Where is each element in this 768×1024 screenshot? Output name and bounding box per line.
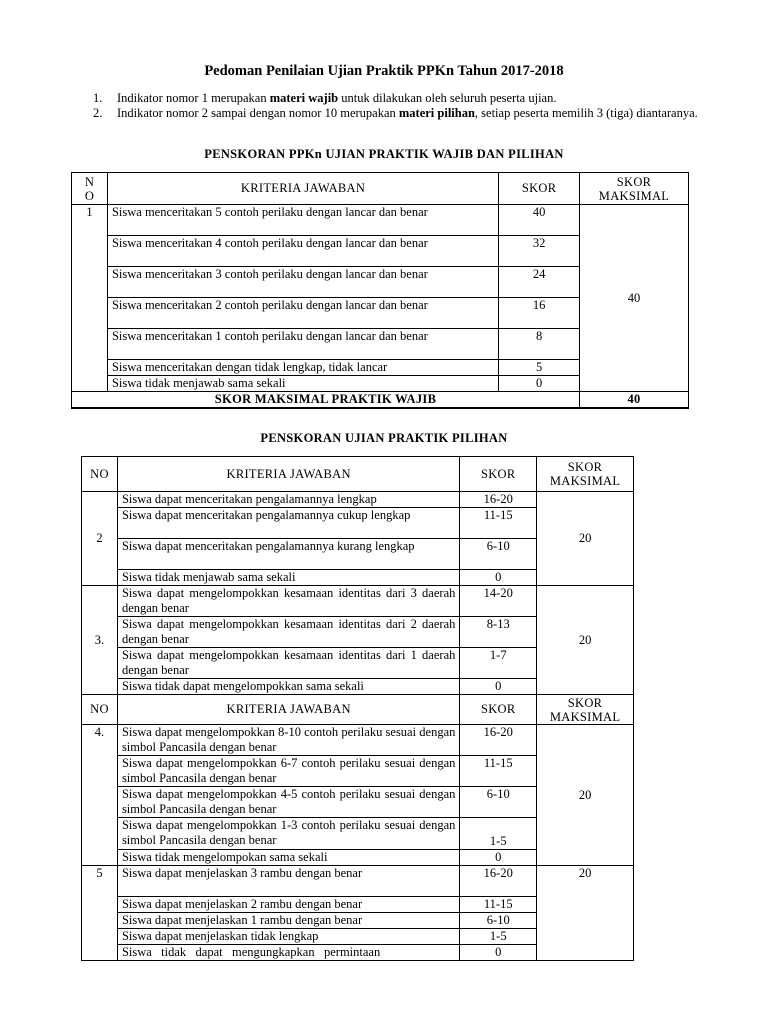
header-skor: SKOR: [460, 457, 537, 492]
header-skor: SKOR: [499, 173, 580, 205]
score-cell: 6-10: [460, 913, 537, 929]
score-cell: 11-15: [460, 508, 537, 539]
criteria-cell: Siswa dapat mengelompokkan 8-10 contoh perilaku sesuai dengan simbol Pancasila dengan benar: [117, 725, 459, 756]
header-no: NO: [82, 457, 118, 492]
criteria-cell: Siswa dapat menjelaskan 2 rambu dengan benar: [117, 897, 459, 913]
score-cell: 24: [499, 267, 580, 298]
mandatory-scoring-table: [71, 172, 689, 409]
table-header-row: [82, 695, 634, 725]
criteria-cell: Siswa menceritakan 3 contoh perilaku dengan lancar dan benar: [107, 267, 498, 298]
total-value: 40: [580, 392, 689, 409]
score-cell: 0: [460, 850, 537, 866]
instruction-text: [117, 91, 703, 106]
total-row: [72, 392, 689, 409]
score-cell: 6-10: [460, 539, 537, 570]
instruction-text: [117, 106, 703, 121]
criteria-cell: Siswa menceritakan dengan tidak lengkap, tidak lancar: [107, 360, 498, 376]
criteria-cell: Siswa dapat mengelompokkan 6-7 contoh perilaku sesuai dengan simbol Pancasila dengan benar: [117, 756, 459, 787]
header-skor-maksimal: SKOR MAKSIMAL: [537, 457, 634, 492]
instruction-item: [93, 91, 703, 106]
score-cell: 16: [499, 298, 580, 329]
score-cell: 40: [499, 205, 580, 236]
criteria-cell: Siswa tidak dapat mengelompokkan sama sekali: [117, 679, 459, 695]
score-cell: 0: [460, 679, 537, 695]
score-cell: 14-20: [460, 586, 537, 617]
table-header-row: [82, 457, 634, 492]
total-label: SKOR MAKSIMAL PRAKTIK WAJIB: [72, 392, 580, 409]
instruction-number: 1.: [93, 91, 103, 105]
score-cell: 16-20: [460, 492, 537, 508]
instruction-emphasis: materi wajib: [269, 91, 339, 105]
instruction-list: [93, 91, 703, 121]
criteria-cell: Siswa tidak menjawab sama sekali: [117, 570, 459, 586]
item-number: 1: [72, 205, 108, 392]
item-number: 5: [82, 866, 118, 961]
criteria-cell: Siswa dapat mengelompokkan kesamaan identitas dari 1 daerah dengan benar: [117, 648, 459, 679]
criteria-cell: Siswa menceritakan 1 contoh perilaku dengan lancar dan benar: [107, 329, 498, 360]
score-cell: 1-7: [460, 648, 537, 679]
header-kriteria: KRITERIA JAWABAN: [107, 173, 498, 205]
criteria-cell: Siswa dapat menceritakan pengalamannya lengkap: [117, 492, 459, 508]
criteria-cell: Siswa dapat menjelaskan 3 rambu dengan benar: [117, 866, 459, 897]
criteria-cell: Siswa dapat menjelaskan 1 rambu dengan benar: [117, 913, 459, 929]
instruction-emphasis: materi pilihan: [398, 106, 475, 120]
table-row: [82, 586, 634, 617]
max-score-cell: 20: [537, 725, 634, 866]
criteria-cell: Siswa dapat mengelompokkan kesamaan identitas dari 2 daerah dengan benar: [117, 617, 459, 648]
score-cell: 11-15: [460, 756, 537, 787]
header-no: N O: [72, 173, 108, 205]
score-cell: 5: [499, 360, 580, 376]
criteria-cell: Siswa dapat mengelompokkan 4-5 contoh perilaku sesuai dengan simbol Pancasila dengan benar: [117, 787, 459, 818]
score-cell: 1-5: [460, 929, 537, 945]
criteria-cell: Siswa dapat menceritakan pengalamannya kurang lengkap: [117, 539, 459, 570]
max-score-cell: 40: [580, 205, 689, 392]
elective-scoring-table: [81, 456, 634, 961]
header-no: NO: [82, 695, 118, 725]
header-kriteria: KRITERIA JAWABAN: [117, 457, 459, 492]
instruction-text-part: , setiap peserta memilih 3 (tiga) diantaranya.: [474, 106, 698, 120]
score-cell: 8-13: [460, 617, 537, 648]
document-title: Pedoman Penilaian Ujian Praktik PPKn Tahun 2017-2018: [204, 63, 564, 79]
score-cell: 0: [460, 570, 537, 586]
item-number: 4.: [82, 725, 118, 866]
score-cell: 0: [460, 945, 537, 961]
table-row: [82, 492, 634, 508]
table-header-row: [72, 173, 689, 205]
criteria-cell: Siswa dapat mengelompokkan kesamaan identitas dari 3 daerah dengan benar: [117, 586, 459, 617]
score-cell: 0: [499, 376, 580, 392]
instruction-number: 2.: [93, 106, 103, 120]
table-row: [72, 205, 689, 236]
table-row: [82, 725, 634, 756]
header-skor: SKOR: [460, 695, 537, 725]
criteria-cell: Siswa tidak dapat mengungkapkan permintaan: [117, 945, 459, 961]
instruction-text-part: untuk dilakukan oleh seluruh peserta ujian.: [338, 91, 557, 105]
criteria-cell: Siswa tidak menjawab sama sekali: [107, 376, 498, 392]
section-1-title: PENSKORAN PPKn UJIAN PRAKTIK WAJIB DAN PILIHAN: [204, 147, 564, 161]
criteria-cell: Siswa menceritakan 4 contoh perilaku dengan lancar dan benar: [107, 236, 498, 267]
criteria-cell: Siswa menceritakan 5 contoh perilaku dengan lancar dan benar: [107, 205, 498, 236]
table-row: [82, 866, 634, 897]
header-skor-maksimal: SKOR MAKSIMAL: [580, 173, 689, 205]
score-cell: 16-20: [460, 725, 537, 756]
instruction-text-part: Indikator nomor 1 merupakan: [117, 91, 270, 105]
max-score-cell: 20: [537, 586, 634, 695]
criteria-cell: Siswa dapat mengelompokkan 1-3 contoh perilaku sesuai dengan simbol Pancasila dengan benar: [117, 818, 459, 850]
item-number: 3.: [82, 586, 118, 695]
score-cell: 16-20: [460, 866, 537, 897]
score-cell: 11-15: [460, 897, 537, 913]
instruction-item: [93, 106, 703, 121]
header-skor-maksimal: SKOR MAKSIMAL: [537, 695, 634, 725]
score-cell: 8: [499, 329, 580, 360]
criteria-cell: Siswa menceritakan 2 contoh perilaku dengan lancar dan benar: [107, 298, 498, 329]
section-2-title: PENSKORAN UJIAN PRAKTIK PILIHAN: [260, 431, 508, 445]
max-score-cell: 20: [537, 492, 634, 586]
max-score-cell: 20: [537, 866, 634, 961]
score-cell: 32: [499, 236, 580, 267]
score-cell: 6-10: [460, 787, 537, 818]
criteria-cell: Siswa dapat menceritakan pengalamannya cukup lengkap: [117, 508, 459, 539]
header-kriteria: KRITERIA JAWABAN: [117, 695, 459, 725]
item-number: 2: [82, 492, 118, 586]
criteria-cell: Siswa tidak mengelompokan sama sekali: [117, 850, 459, 866]
instruction-text-part: Indikator nomor 2 sampai dengan nomor 10 merupakan: [117, 106, 399, 120]
score-cell: 1-5: [460, 818, 537, 850]
criteria-cell: Siswa dapat menjelaskan tidak lengkap: [117, 929, 459, 945]
